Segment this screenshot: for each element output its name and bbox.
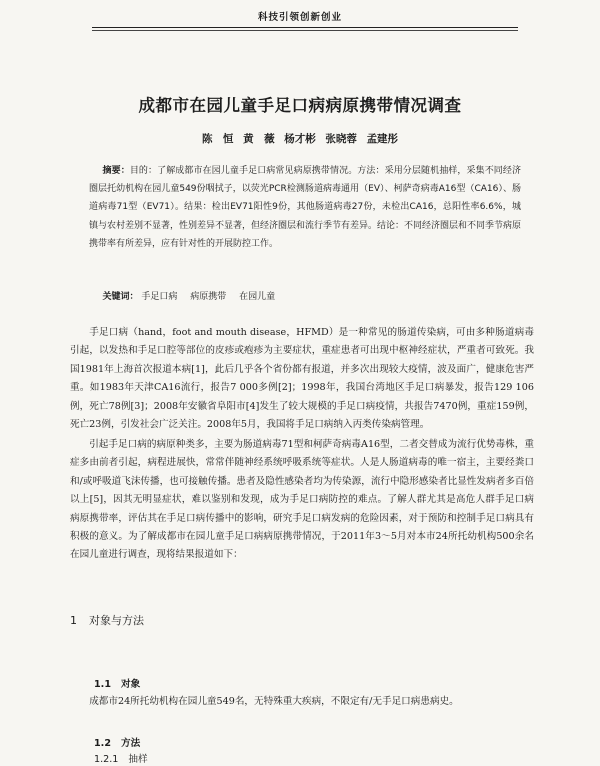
keywords-label: 关键词： bbox=[102, 292, 139, 302]
header-rule-thick bbox=[92, 27, 518, 28]
author: 陈 恒 bbox=[201, 133, 234, 145]
abstract bbox=[89, 162, 521, 253]
author: 张晓蓉 bbox=[325, 133, 357, 145]
abstract-text: 目的：了解成都市在园儿童手足口病常见病原携带情况。方法：采用分层随机抽样，采集不同经济圈层托幼机构在园儿童549份咽拭子，以荧光PCR检测肠道病毒通用（EV）、柯萨奇病毒A16型（CA16）、肠道病毒71型（EV71）。结果：检出EV71阳性9份，其他肠道病毒27份，未检出CA16，总阳性率6.6%，城镇与农村差别不显著，性别差异不显著，但经济圈层和流行季节有差异。结论：不同经济圈层和不同季节病原携带率有所差异，应有针对性的开展防控工作。 bbox=[89, 166, 522, 249]
keyword: 病原携带 bbox=[190, 292, 227, 302]
subsection-number: 1.1 bbox=[94, 679, 111, 690]
author: 杨才彬 bbox=[284, 133, 316, 145]
subsection-number: 1.2 bbox=[94, 738, 111, 749]
running-head: 科技引领创新创业 bbox=[257, 12, 342, 23]
paper-title: 成都市在园儿童手足口病病原携带情况调查 bbox=[138, 96, 462, 115]
subsection-title: 对象 bbox=[121, 679, 141, 690]
intro-paragraph-1: 手足口病（hand，foot and mouth disease，HFMD）是一种常见的肠道传染病，可由多种肠道病毒引起，以发热和手足口腔等部位的皮疹或疱疹为主要症状，重症患者可出现中枢神经症状，严重者可致死。我国1981年上海首次报道本病[1]，此后几乎各个省份都有报道，并多次出现较大疫情，波及面广，健康危害严重。如1983年天津CA16流行，报告7 000多例[2]；1998年，我国台湾地区手足口病暴发，报告129 106例，死亡78例[3]；2008年安徽省阜阳市[4]发生了较大规模的手足口病疫情，共报告7470例，重症159例，死亡23例，引发社会广泛关注。2008年5月，我国将手足口病纳入丙类传染病管理。 bbox=[70, 327, 534, 431]
subsection-title: 方法 bbox=[121, 738, 141, 749]
section-heading bbox=[70, 612, 144, 628]
subjects-paragraph: 成都市24所托幼机构在园儿童549名，无特殊重大疾病，不限定有/无手足口病患病史。 bbox=[89, 696, 459, 707]
author: 孟建彤 bbox=[366, 133, 399, 145]
subsection-heading bbox=[94, 676, 140, 690]
abstract-label: 摘要： bbox=[102, 166, 130, 176]
subsection-heading bbox=[94, 735, 140, 749]
keywords bbox=[89, 289, 521, 302]
section-number: 1 bbox=[70, 614, 77, 627]
subsubsection-number: 1.2.1 bbox=[94, 754, 119, 765]
keyword: 手足口病 bbox=[141, 292, 178, 302]
header-rule-thin bbox=[92, 30, 518, 31]
keyword: 在园儿童 bbox=[239, 292, 276, 302]
intro-paragraph-2: 引起手足口病的病原种类多，主要为肠道病毒71型和柯萨奇病毒A16型，二者交替成为流行优势毒株，重症多由前者引起，病程进展快，常常伴随神经系统呼吸系统等症状。人是人肠道病毒的唯一宿主，主要经粪口和/或呼吸道飞沫传播，也可接触传播。患者及隐性感染者均为传染源，流行中隐形感染者比显性发病者多百倍以上[5]，因其无明显症状，难以鉴别和发现，成为手足口病防控的难点。了解人群尤其是高危人群手足口病病原携带率，评估其在手足口病传播中的影响，研究手足口病发病的危险因素，对于预防和控制手足口病具有积极的意义。为了解成都市在园儿童手足口病病原携带情况，于2011年3～5月对本市24所托幼机构500余名在园儿童进行调查，现将结果报道如下： bbox=[70, 439, 534, 561]
subsubsection-heading bbox=[94, 751, 148, 765]
author-list bbox=[0, 131, 600, 146]
author: 黄 薇 bbox=[243, 133, 275, 145]
subsubsection-title: 抽样 bbox=[128, 754, 148, 765]
section-title: 对象与方法 bbox=[89, 614, 144, 627]
